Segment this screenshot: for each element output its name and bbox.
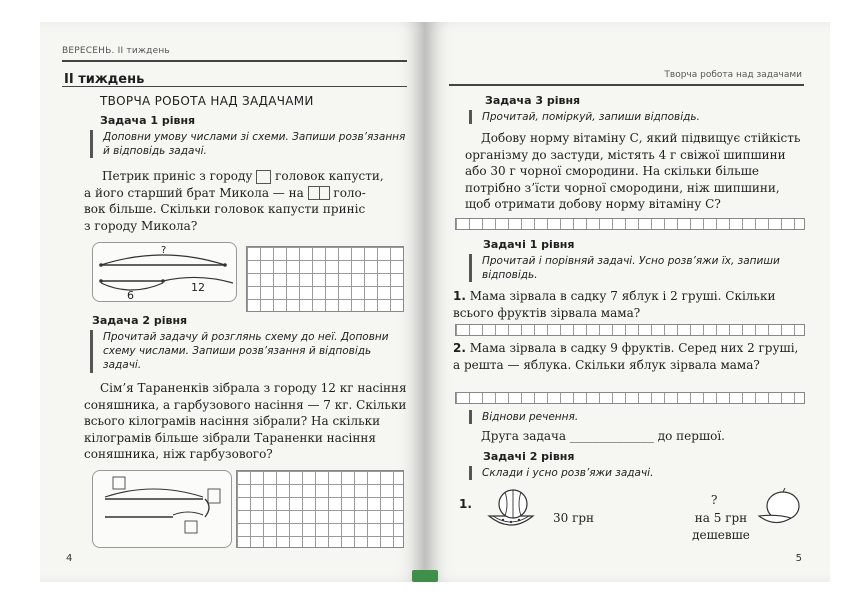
page-header: Творча робота над задачами [664,70,802,80]
right-page [425,22,830,582]
level1-problem-1 [453,288,805,321]
task2-text: Сім’я Тараненків зібрала з городу 12 кг насіння соняшника, а гарбузового насіння — 7 кг. Скільки всього кілограмів насіння зібрали? На скільки кілограмів більше зібрали Тараненки насіння соняшника, ніж гарбузового? [84,381,407,462]
task3-answer-strip[interactable] [455,218,805,230]
price-label: 30 грн [553,511,595,525]
section-title: ТВОРЧА РОБОТА НАД ЗАДАЧАМИ [100,94,314,108]
level2-title: Задачі 2 рівня [483,450,575,463]
answer-box[interactable] [308,186,330,200]
page-number: 4 [66,553,73,564]
level1-problem-2 [453,340,805,373]
task1-diagram [92,242,237,302]
scheme-label-12: 12 [191,281,205,294]
task1-answer-grid[interactable] [246,246,404,312]
restore-text-a: Друга задача [481,429,567,443]
melon-icon [755,488,803,528]
task1-instruction: Доповни умову числами зі схеми. Запиши розв’язання й відповідь задачі. [90,130,410,158]
task2-answer-grid[interactable] [236,470,404,548]
restore-text-b: до першої. [657,429,725,443]
task1-line1: Петрик приніс з городу [102,169,253,183]
restore-blank[interactable]: ______________ [569,429,654,443]
task3-instruction: Прочитай, поміркуй, запиши відповідь. [469,110,799,124]
page-number: 5 [795,553,802,564]
scheme-label-6: 6 [127,289,134,302]
item-number: 1. [459,497,472,511]
task1-line2b: голо- [333,185,366,200]
task1-line1b: головок капусти, [275,169,384,183]
task3-title: Задача 3 рівня [485,94,581,107]
task1-line2: а його старший брат Микола — на [84,185,304,200]
task1-line4: з городу Микола? [84,218,198,233]
header-rule [62,60,407,62]
problem-text: Мама зірвала в садку 7 яблук і 2 груші. Скільки всього фруктів зірвала мама? [453,289,776,320]
problem1-answer-strip[interactable] [455,324,805,336]
question-mark: ? [711,493,718,507]
scheme-question: ? [161,245,167,256]
task3-text: Добову норму вітаміну С, який підвищує стійкість організму до застуди, містять 4 г свіжої шипшини або 30 г чорної смородини. На скільки більше потрібно з’їсти чорної смородини, ніж шипшини, щоб отримати добову норму вітаміну С? [465,131,801,212]
header-rule [449,84,804,86]
left-page [40,22,425,582]
level1-title: Задачі 1 рівня [483,238,575,251]
level2-instruction: Склади і усно розв’яжи задачі. [469,466,799,480]
task1-title: Задача 1 рівня [100,114,196,127]
compare-line2: дешевше [692,527,750,542]
task2-diagram [92,470,232,548]
problem-number: 1. [453,289,466,303]
task2-instruction: Прочитай задачу й розглянь схему до неї. Доповни схему числами. Запиши розв’язання й відповідь задачі. [90,330,410,373]
restore-instruction: Віднови речення. [469,410,769,424]
problem2-answer-strip[interactable] [455,392,805,404]
problem-text: Мама зірвала в садку 9 фруктів. Серед них 2 груші, а решта — яблука. Скільки яблук зірвала мама? [453,341,799,372]
level1-instruction: Прочитай і порівняй задачі. Усно розв’яжи їх, запиши відповідь. [469,254,799,282]
task2-title: Задача 2 рівня [92,314,188,327]
restore-sentence [481,428,811,445]
answer-box[interactable] [256,170,271,184]
level2-item-number [459,496,472,513]
task1-text [84,168,414,234]
week-heading: ІІ тиждень [64,72,145,87]
task2-scheme-svg [93,471,233,549]
watermelon-icon [485,486,537,530]
book-spine-edge [412,570,438,582]
compare-line1: на 5 грн [694,511,748,525]
page-header: ВЕРЕСЕНЬ. ІІ тиждень [62,46,170,56]
task1-line3: вок більше. Скільки головок капусти приніс [84,202,366,217]
open-workbook [40,22,830,582]
problem-number: 2. [453,341,466,355]
